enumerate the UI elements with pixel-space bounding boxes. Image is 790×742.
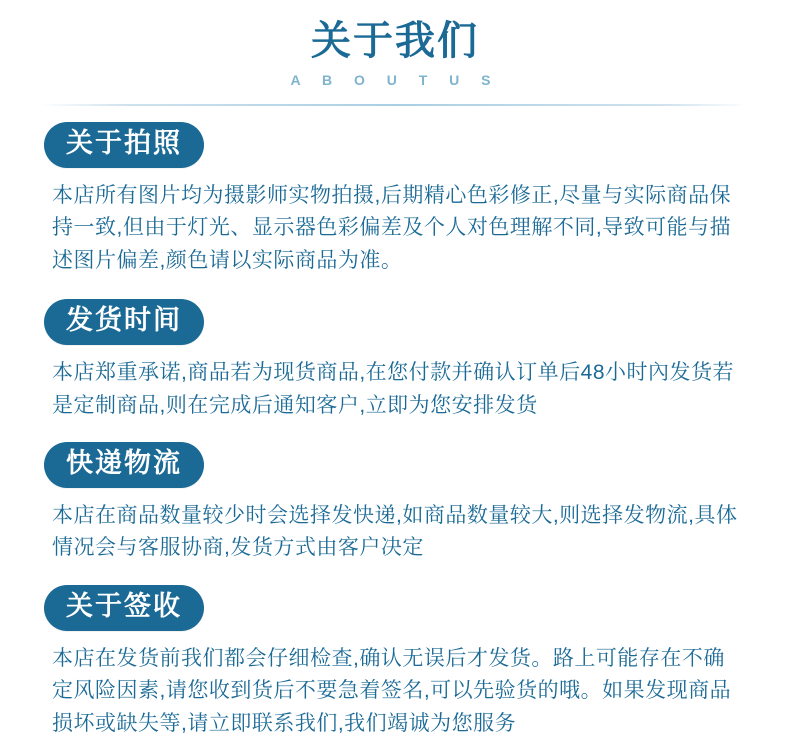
section-about-photos	[44, 122, 746, 277]
section-badge: 快递物流	[44, 442, 204, 488]
section-body: 本店所有图片均为摄影师实物拍摄,后期精心色彩修正,尽量与实际商品保持一致,但由于灯光、显示器色彩偏差及个人对色理解不同,导致可能与描述图片偏差,颜色请以实际商品为准。	[52, 183, 732, 272]
section-badge: 关于拍照	[44, 122, 204, 168]
page-title: 关于我们	[311, 19, 479, 63]
section-body: 本店郑重承诺,商品若为现货商品,在您付款并确认订单后48小时內发货若是定制商品,则在完成后通知客户,立即为您安排发货	[52, 361, 735, 417]
section-badge: 发货时间	[44, 299, 204, 345]
sections-container	[0, 106, 790, 740]
page-header	[0, 0, 790, 106]
section-body: 本店在商品数量较少时会选择发快递,如商品数量较大,则选择发物流,具体情况会与客服协商,发货方式由客户决定	[52, 503, 738, 560]
section-body: 本店在发货前我们都会仔细检查,确认无误后才发货。路上可能存在不确定风险因素,请您收到货后不要急着签名,可以先验货的哦。如果发现商品损坏或缺失等,请立即联系我们,我们竭诚为您服务	[52, 646, 732, 735]
section-about-receipt	[44, 585, 746, 740]
page-subtitle: A B O U T U S	[290, 72, 500, 88]
section-badge: 关于签收	[44, 585, 204, 631]
section-express-logistics	[44, 442, 746, 565]
section-shipping-time	[44, 299, 746, 422]
